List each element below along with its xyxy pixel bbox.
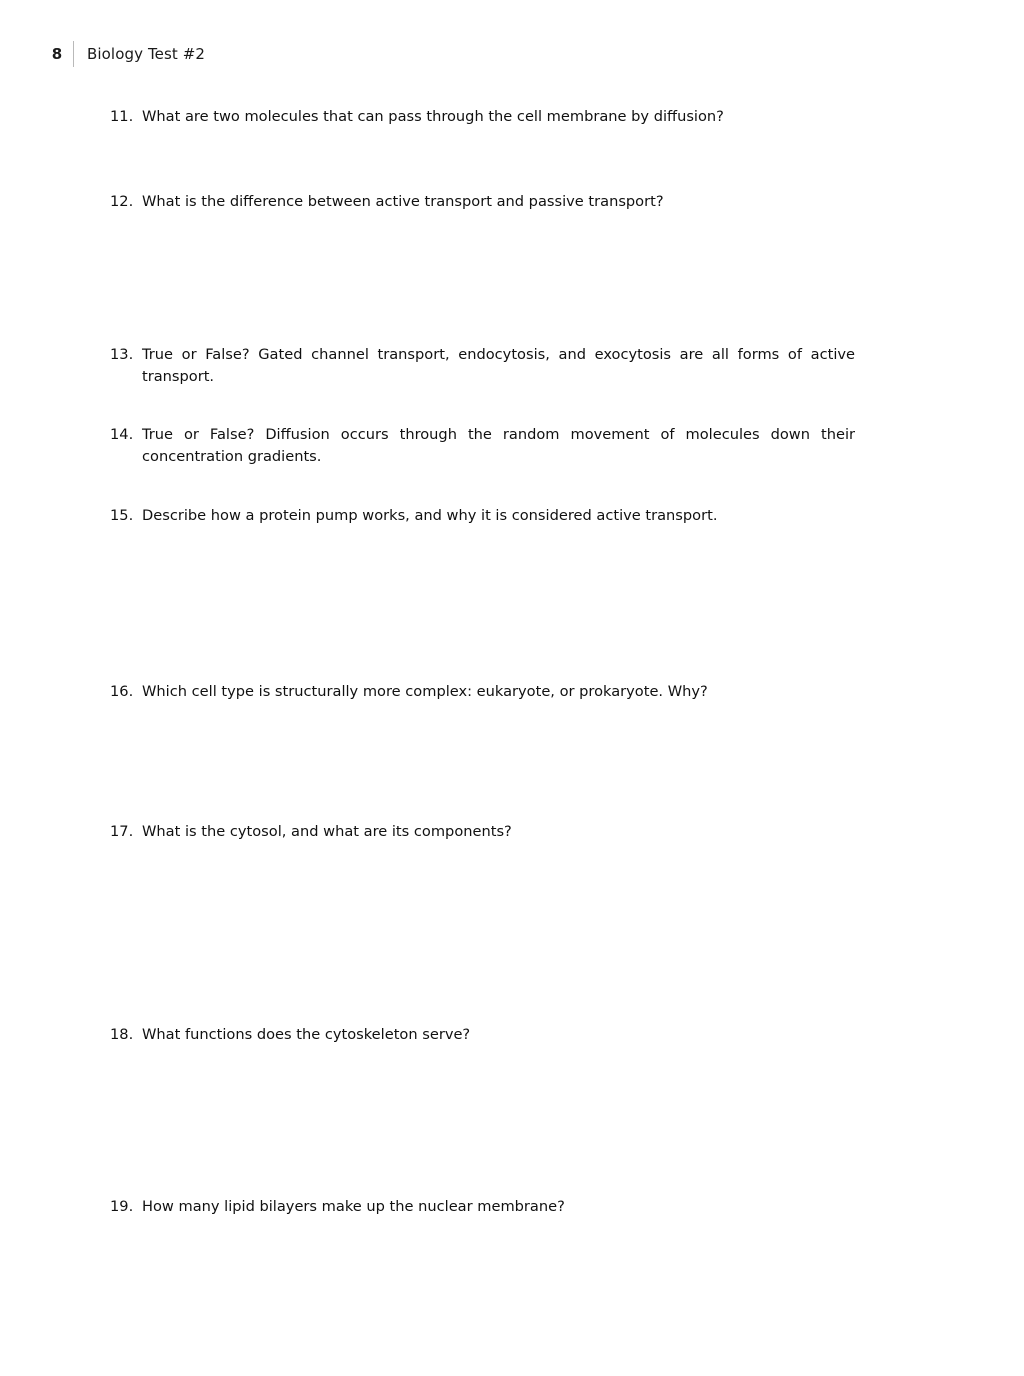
question-item [110,1024,855,1046]
question-number: 19. [110,1198,134,1215]
question-item [110,344,855,388]
question-item [110,821,855,843]
question-number: 15. [110,507,134,524]
question-text: What functions does the cytoskeleton serve? [142,1026,471,1043]
question-number: 12. [110,193,134,210]
question-item [110,424,855,468]
question-text: True or False? Gated channel transport, endocytosis, and exocytosis are all forms of active transport. [142,346,855,385]
question-text: What are two molecules that can pass through the cell membrane by diffusion? [142,108,724,125]
question-item [110,505,855,527]
question-number: 11. [110,108,134,125]
document-title: Biology Test #2 [87,45,206,63]
page-running-header [50,41,205,67]
question-number: 14. [110,426,134,443]
question-number: 18. [110,1026,134,1043]
question-text: What is the cytosol, and what are its components? [142,823,512,840]
question-number: 13. [110,346,134,363]
question-text: How many lipid bilayers make up the nuclear membrane? [142,1198,565,1215]
question-item [110,1196,855,1218]
question-number: 17. [110,823,134,840]
question-item [110,681,855,703]
question-text: What is the difference between active transport and passive transport? [142,193,664,210]
page-number: 8 [51,45,63,63]
question-item [110,106,855,128]
question-text: Describe how a protein pump works, and why it is considered active transport. [142,507,718,524]
question-text: True or False? Diffusion occurs through the random movement of molecules down their concentration gradients. [142,426,855,465]
header-divider [73,41,74,67]
question-item [110,191,855,213]
question-text: Which cell type is structurally more complex: eukaryote, or prokaryote. Why? [142,683,708,700]
question-number: 16. [110,683,134,700]
